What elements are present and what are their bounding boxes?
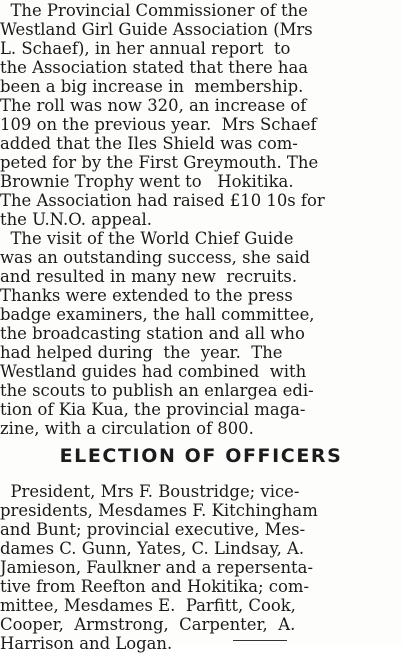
article-line: peted for by the First Greymouth. The <box>0 153 319 172</box>
article-line: badge examiners, the hall committee, <box>0 305 315 324</box>
article-line: The roll was now 320, an increase of <box>0 96 307 115</box>
article-line: was an outstanding success, she said <box>0 248 311 267</box>
article-line: Thanks were extended to the press <box>0 286 293 305</box>
article-line: dames C. Gunn, Yates, C. Lindsay, A. <box>0 539 305 558</box>
article-line: L. Schaef), in her annual report to <box>0 39 291 58</box>
article-line: the scouts to publish an enlargea edi- <box>0 381 314 400</box>
article-line: the U.N.O. appeal. <box>0 210 153 229</box>
article-line: and Bunt; provincial executive, Mes- <box>0 520 306 539</box>
section-heading: ELECTION OF OFFICERS <box>59 445 343 467</box>
article-line: President, Mrs F. Boustridge; vice- <box>0 482 300 501</box>
article-line: presidents, Mesdames F. Kitchingham <box>0 501 318 520</box>
article-line: and resulted in many new recruits. <box>0 267 298 286</box>
article-line: Jamieson, Faulkner and a repersenta- <box>0 558 313 577</box>
article-line: the broadcasting station and all who <box>0 324 305 343</box>
article-line: tive from Reefton and Hokitika; com- <box>0 577 310 596</box>
article-line: been a big increase in membership. <box>0 77 304 96</box>
article-line: The visit of the World Chief Guide <box>0 229 294 248</box>
article-line: mittee, Mesdames E. Parfitt, Cook, <box>0 596 296 615</box>
article-line: Harrison and Logan. <box>0 634 173 653</box>
article-line: 109 on the previous year. Mrs Schaef <box>0 115 317 134</box>
end-rule <box>233 640 287 641</box>
article-line: tion of Kia Kua, the provincial maga- <box>0 400 306 419</box>
article-line: zine, with a circulation of 800. <box>0 419 254 438</box>
article-line: Brownie Trophy went to Hokitika. <box>0 172 294 191</box>
article-line: The Provincial Commissioner of the <box>0 1 308 20</box>
article-line: Westland guides had combined with <box>0 362 307 381</box>
article-line: The Association had raised £10 10s for <box>0 191 325 210</box>
article-line: had helped during the year. The <box>0 343 283 362</box>
article-line: added that the Iles Shield was com- <box>0 134 298 153</box>
article-line: Westland Girl Guide Association (Mrs <box>0 20 313 39</box>
article-line: the Association stated that there haa <box>0 58 309 77</box>
article-line: Cooper, Armstrong, Carpenter, A. <box>0 615 296 634</box>
